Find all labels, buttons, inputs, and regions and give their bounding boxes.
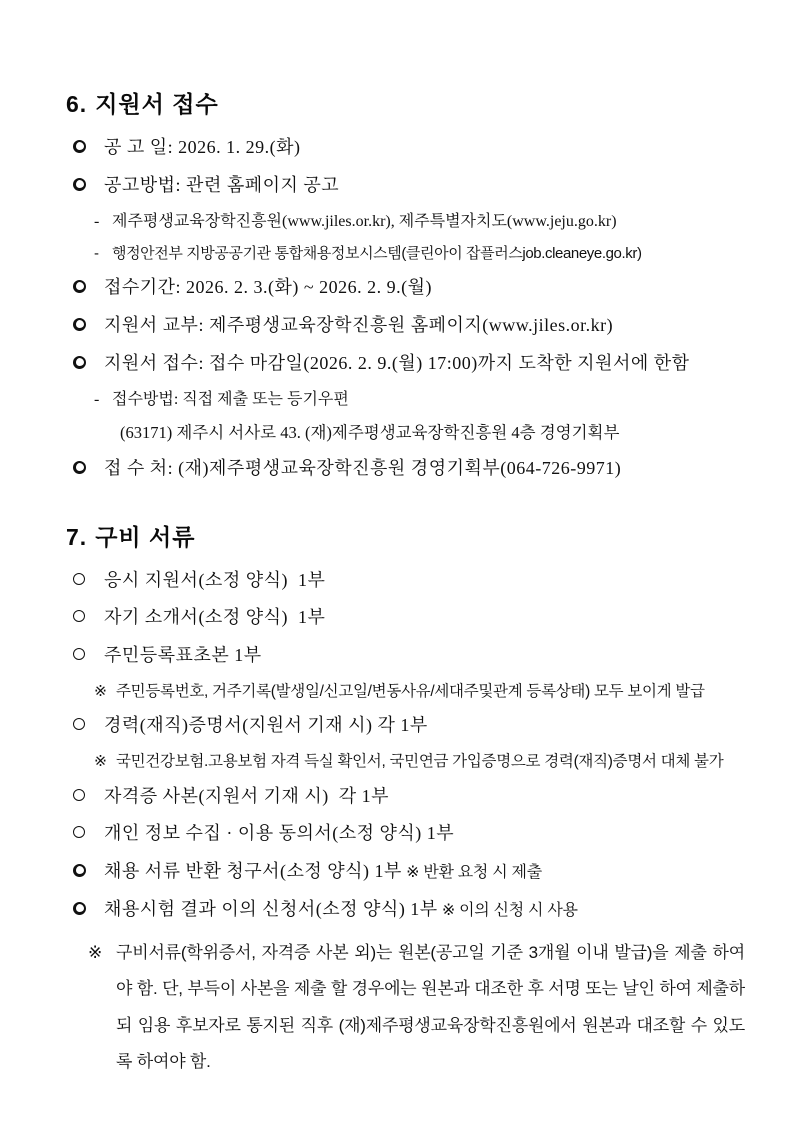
inline-note: ※ 반환 요청 시 제출 (401, 864, 542, 882)
item-text: 지원서 접수: 접수 마감일(2026. 2. 9.(월) 17:00)까지 도착한 지원서에 한함 (104, 353, 690, 374)
item-text: 응시 지원서(소정 양식) 1부 (104, 569, 326, 590)
list-item (66, 751, 745, 772)
section-heading (66, 519, 745, 552)
list-item (66, 313, 745, 338)
item-text: 채용시험 결과 이의 신청서(소정 양식) 1부 (104, 899, 438, 920)
list-item (66, 713, 745, 738)
list-item (66, 389, 745, 411)
bullet-circle-icon (73, 610, 85, 622)
item-text: 접 수 처: (재)제주평생교육장학진흥원 경영기획부(064-726-9971) (104, 457, 622, 478)
item-text: 접수방법: 직접 제출 또는 등기우편 (112, 390, 349, 408)
list-item (66, 643, 745, 668)
list-item (66, 605, 745, 630)
item-text: 공고방법: 관련 홈페이지 공고 (104, 174, 340, 195)
item-text: 주민등록번호, 거주기록(발생일/신고일/변동사유/세대주및관계 등록상태) 모두 보이게 발급 (116, 683, 705, 701)
item-text: 채용 서류 반환 청구서(소정 양식) 1부 (104, 861, 402, 882)
section-title: 지원서 접수 (95, 91, 219, 117)
inline-note: ※ 이의 신청 시 사용 (437, 902, 578, 920)
item-text: 개인 정보 수집 · 이용 동의서(소정 양식) 1부 (104, 823, 455, 844)
list-item (66, 821, 745, 846)
bullet-circle-icon (73, 140, 86, 153)
list-item (66, 173, 745, 198)
bullet-circle-icon (73, 789, 85, 801)
item-text: 접수기간: 2026. 2. 3.(화) ~ 2026. 2. 9.(월) (104, 277, 433, 298)
item-text: 주민등록표초본 1부 (104, 645, 262, 666)
list-item (66, 422, 745, 445)
reference-mark-icon: ※ (94, 753, 107, 771)
item-text: 경력(재직)증명서(지원서 기재 시) 각 1부 (104, 715, 428, 736)
list-item (66, 784, 745, 809)
section-number: 7. (66, 523, 88, 550)
bullet-circle-icon (73, 573, 85, 585)
list-item (66, 211, 745, 233)
list-item (66, 244, 745, 265)
list-item (66, 135, 745, 160)
item-text: 구비서류(학위증서, 자격증 사본 외)는 원본(공고일 기준 3개월 이내 발급)을 제출 하여야 함. 단, 부득이 사본을 제출 할 경우에는 원본과 대조한 후 서명 또는 날인 하여 제출하되 임용 후보자로 통지된 직후 (재)제주평생교육장학진흥원에서 원본과 대조할 수 있도록 하여야 함. (116, 943, 745, 1071)
dash-marker: - (94, 212, 100, 230)
item-text: 자격증 사본(지원서 기재 시) 각 1부 (104, 785, 390, 806)
item-text: 공 고 일: 2026. 1. 29.(화) (104, 137, 301, 157)
section-required-documents (66, 519, 745, 1080)
section-item-list (66, 135, 745, 481)
bullet-circle-icon (73, 902, 86, 915)
bullet-circle-icon (73, 864, 86, 877)
bullet-circle-icon (73, 461, 86, 474)
section-heading (66, 86, 745, 119)
list-item (66, 275, 745, 300)
section-item-list (66, 568, 745, 1080)
item-text: 제주평생교육장학진흥원(www.jiles.or.kr), 제주특별자치도(www.jeju.go.kr) (112, 212, 617, 230)
list-item (66, 681, 745, 702)
bullet-circle-icon (73, 318, 86, 331)
section-title: 구비 서류 (95, 523, 196, 550)
list-item (66, 897, 745, 922)
dash-marker: - (94, 244, 99, 262)
bullet-circle-icon (73, 178, 86, 191)
item-text: 자기 소개서(소정 양식) 1부 (104, 607, 326, 628)
list-item (66, 859, 745, 884)
bullet-circle-icon (73, 718, 85, 730)
dash-marker: - (94, 390, 100, 408)
list-item (66, 568, 745, 593)
reference-mark-icon: ※ (88, 943, 103, 963)
list-item (66, 935, 745, 1079)
section-number: 6. (66, 91, 88, 117)
list-item (66, 456, 745, 481)
section-application-submission (66, 86, 745, 481)
bullet-circle-icon (73, 648, 85, 660)
reference-mark-icon: ※ (94, 683, 107, 701)
bullet-circle-icon (73, 280, 86, 293)
list-item (66, 351, 745, 376)
item-text: 행정안전부 지방공공기관 통합채용정보시스템(클린아이 잡플러스job.cleaneye.go.kr) (112, 244, 642, 262)
bullet-circle-icon (73, 356, 86, 369)
item-text: 지원서 교부: 제주평생교육장학진흥원 홈페이지(www.jiles.or.kr) (104, 315, 614, 336)
item-text: 국민건강보험.고용보험 자격 득실 확인서, 국민연금 가입증명으로 경력(재직)증명서 대체 불가 (116, 753, 724, 771)
bullet-circle-icon (73, 826, 85, 838)
item-text: (63171) 제주시 서사로 43. (재)제주평생교육장학진흥원 4층 경영기획부 (120, 422, 620, 442)
